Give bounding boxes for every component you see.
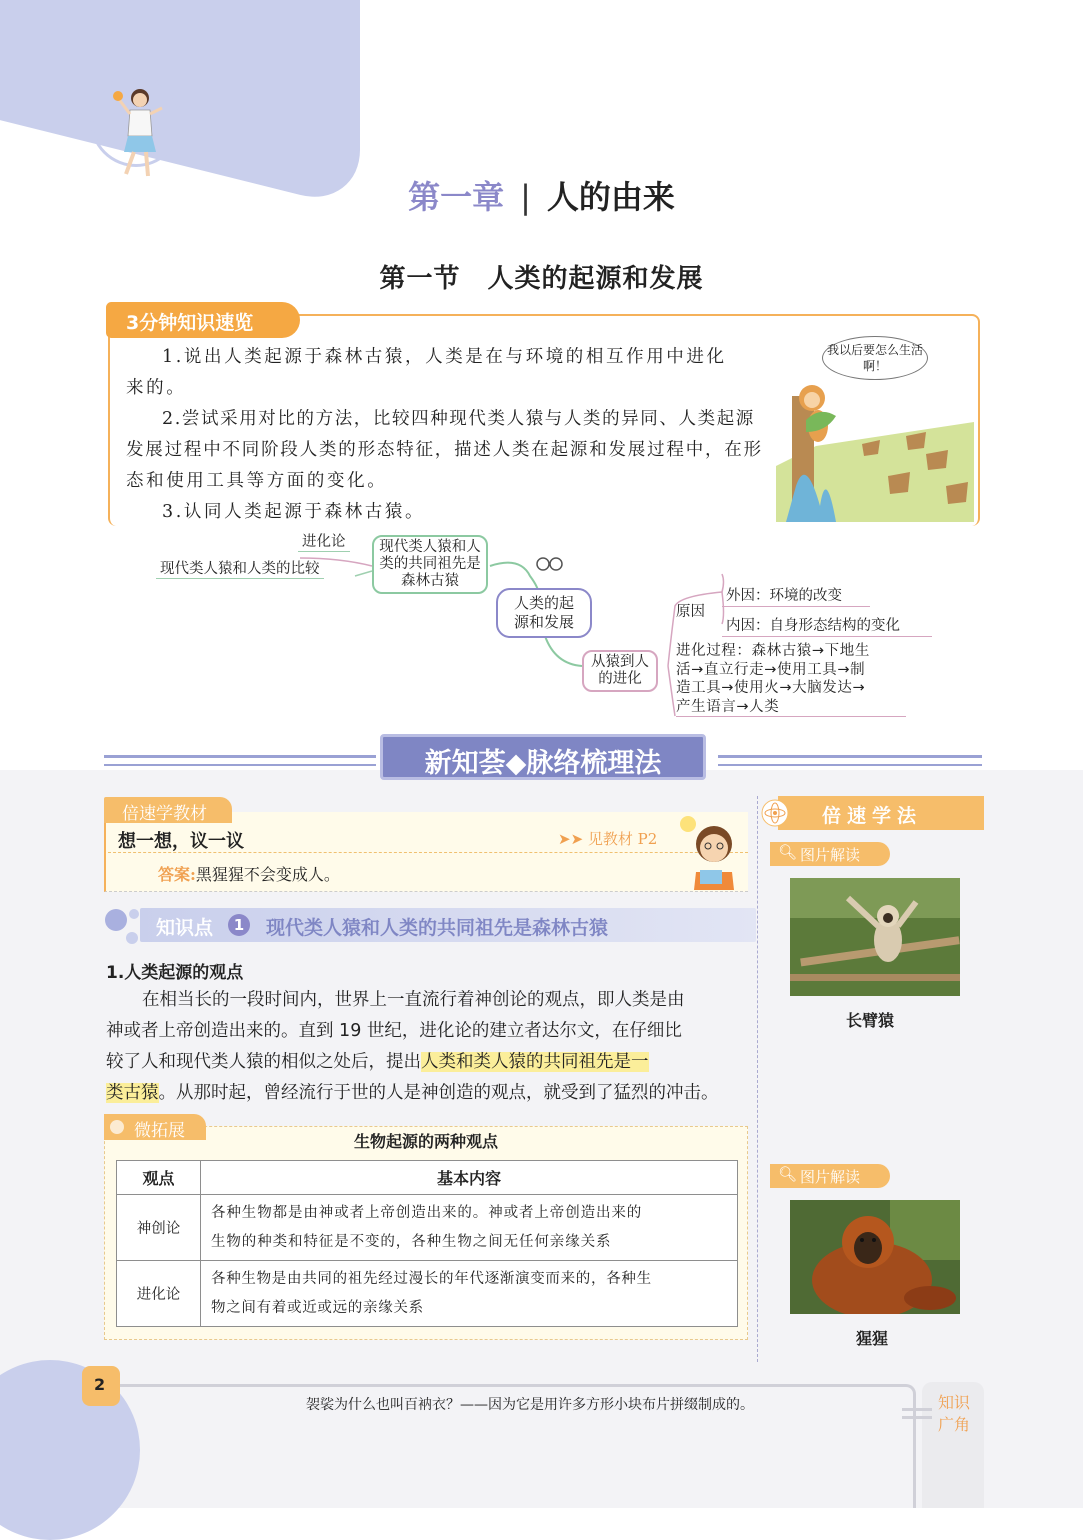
banner-line-left: [104, 764, 376, 766]
atom-icon: [760, 798, 790, 828]
side-tab-line-deco: [902, 1416, 932, 1419]
mindmap-left-a: 进化论: [298, 530, 350, 552]
orangutan-caption: 猩猩: [856, 1329, 889, 1348]
process-line: 造工具→使用火→大脑发达→: [676, 680, 866, 696]
mindmap-box-ancestor: 现代类人猿和人类的共同祖先是森林古猿: [372, 535, 488, 594]
objective-line: 来的。: [126, 378, 187, 398]
picture-tag-text: 图片解读: [800, 846, 861, 864]
knowledge-point-title: 现代类人猿和人类的共同祖先是森林古猿: [266, 917, 609, 939]
picture-tag-1: [770, 842, 890, 866]
cell-line: 物之间有着或近或远的亲缘关系: [211, 1299, 424, 1316]
chapter-heading: [0, 172, 1083, 218]
objective-line: 2.尝试采用对比的方法，比较四种现代类人猿与人类的异同、人类起源: [162, 409, 755, 429]
gibbon-caption: 长臂猿: [846, 1011, 895, 1030]
picture-tag-text: 图片解读: [800, 1168, 861, 1186]
process-line: 进化过程：森林古猿→下地生: [676, 643, 870, 659]
speech-bubble: 我以后要怎么生活啊！: [822, 336, 928, 380]
mindmap-box-evolution: 从猿到人的进化: [582, 650, 658, 692]
footer-fact: 袈裟为什么也叫百衲衣？——因为它是用许多方形小块布片拼缀制成的。: [306, 1397, 754, 1413]
table-cell-view: 神创论: [117, 1195, 201, 1261]
highlight-text: 类古猿: [106, 1083, 159, 1103]
banner-line-left: [104, 755, 376, 758]
paragraph-line: [106, 1047, 750, 1078]
objective-line: 3.认同人类起源于森林古猿。: [162, 502, 426, 522]
extension-tag-text: 微拓展: [134, 1121, 185, 1141]
magnifier-icon: 🔍︎: [778, 1165, 798, 1183]
table-row: [117, 1261, 738, 1327]
table-row: [117, 1195, 738, 1261]
table-header: 基本内容: [201, 1161, 738, 1195]
origin-views-table: [116, 1160, 738, 1327]
paragraph-line: 在相当长的一段时间内，世界上一直流行着神创论的观点，即人类是由: [142, 990, 685, 1010]
process-line: 活→直立行走→使用工具→制: [676, 661, 866, 678]
table-header: 观点: [117, 1161, 201, 1195]
gibbon-photo: [790, 878, 960, 996]
mindmap-cause-external: 外因：环境的改变: [722, 584, 870, 607]
orangutan-photo: [790, 1200, 960, 1314]
table-cell-content: [201, 1195, 738, 1261]
chapter-separator: |: [520, 178, 531, 216]
objective-line: 发展过程中不同阶段人类的形态特征，描述人类在起源和发展过程中，在形: [126, 440, 763, 460]
mindmap-process: [676, 642, 906, 717]
mindmap-left-b: 现代类人猿和人类的比较: [156, 557, 324, 579]
mindmap-cause: 原因: [676, 604, 705, 620]
right-panel-tag: 倍速学法: [778, 796, 984, 830]
textbook-ref-text: 见教材 P2: [587, 830, 658, 848]
knowledge-point-label: 知识点: [156, 917, 214, 939]
textbook-tag: 倍速学教材: [104, 797, 232, 823]
mindmap-cause-internal: 内因：自身形态结构的变化: [722, 614, 932, 637]
banner-line-right: [718, 755, 982, 758]
side-tab-line: 广角: [938, 1415, 971, 1434]
objective-line: 态和使用工具等方面的变化。: [126, 471, 388, 491]
chapter-title: 人的由来: [546, 178, 675, 216]
cell-line: 生物的种类和特征是不变的，各种生物之间无任何亲缘关系: [211, 1233, 612, 1250]
paragraph-text: 较了人和现代类人猿的相似之处后，提出: [106, 1052, 421, 1072]
textbook-divider: [108, 852, 748, 853]
textbook-reference: ➤➤ 见教材 P2: [558, 830, 658, 848]
overview-tag: 3分钟知识速览: [106, 302, 300, 338]
section-title: 第一节 人类的起源和发展: [379, 264, 704, 294]
picture-tag-2: [770, 1164, 890, 1188]
extension-table-title: 生物起源的两种观点: [353, 1132, 498, 1151]
textbook-answer: [158, 862, 340, 885]
highlight-text: 人类和类人猿的共同祖先是一: [421, 1052, 649, 1072]
side-tab: [922, 1382, 984, 1508]
chapter-label: 第一章: [408, 178, 505, 216]
cell-line: 各种生物都是由神或者上帝创造出来的。神或者上帝创造出来的: [211, 1204, 643, 1221]
section-banner: 新知荟◆脉络梳理法: [380, 734, 706, 780]
girl-illustration: [104, 84, 174, 184]
process-line: 产生语言→人类: [676, 698, 780, 715]
banner-line-right: [718, 764, 982, 766]
boy-reading-icon: [676, 814, 746, 890]
table-cell-view: 进化论: [117, 1261, 201, 1327]
paragraph-line: 神或者上帝创造出来的。直到 19 世纪，进化论的建立者达尔文，在仔细比: [106, 1021, 682, 1041]
cell-line: 各种生物是由共同的祖先经过漫长的年代逐渐演变而来的，各种生: [211, 1270, 652, 1287]
side-tab-line: 知识: [938, 1393, 971, 1412]
right-panel-divider: [757, 796, 758, 1362]
side-tab-line-deco: [902, 1408, 932, 1411]
subsection-heading: 1.人类起源的观点: [106, 963, 244, 983]
magnifier-icon: 🔍︎: [778, 843, 798, 861]
textbook-question: 想一想，议一议: [118, 831, 244, 852]
paragraph-line: [106, 1078, 750, 1109]
page-number: 2: [82, 1366, 120, 1406]
answer-text: 黑猩猩不会变成人。: [195, 865, 340, 884]
mindmap-center: 人类的起源和发展: [496, 588, 592, 638]
table-cell-content: [201, 1261, 738, 1327]
answer-label: 答案:: [158, 865, 196, 884]
knowledge-point-number: 1: [228, 914, 250, 936]
objective-line: 1.说出人类起源于森林古猿，人类是在与环境的相互作用中进化: [162, 347, 727, 367]
paragraph-text: 。从那时起，曾经流行于世的人是神创造的观点，就受到了猛烈的冲击。: [158, 1083, 719, 1103]
